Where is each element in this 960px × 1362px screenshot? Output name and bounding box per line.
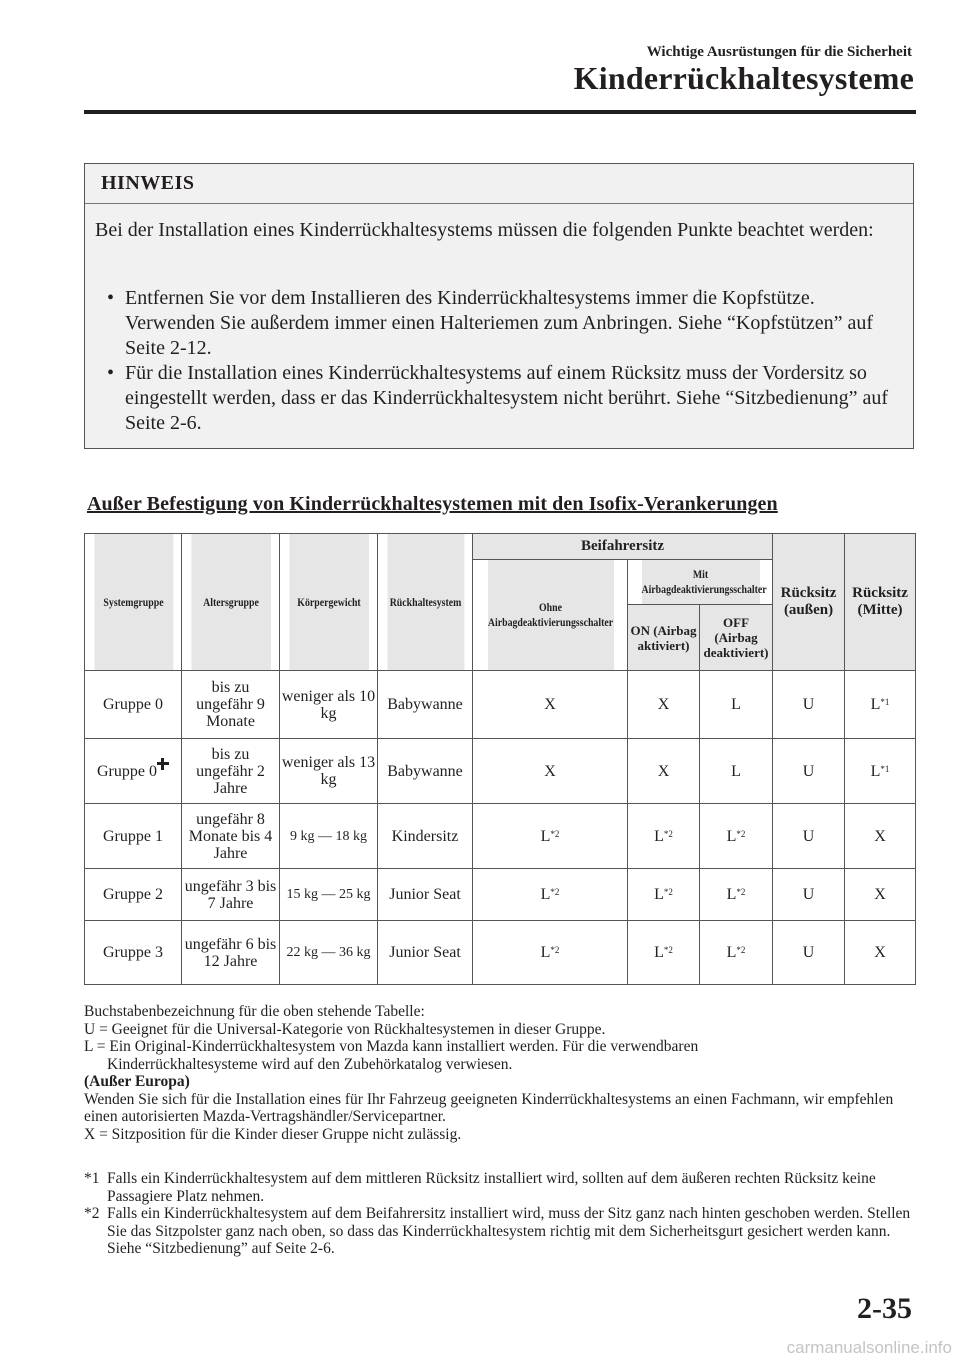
section-title: Außer Befestigung von Kinderrückhaltesystemen mit den Isofix-Verankerungen xyxy=(87,493,778,515)
cell-mitte: X xyxy=(845,869,916,921)
cell-weight: 22 kg — 36 kg xyxy=(280,921,378,985)
header-off: OFF (Airbag deaktiviert) xyxy=(700,605,773,671)
footnote-marker: *2 xyxy=(550,887,560,897)
note-box xyxy=(84,163,914,449)
cell-value: L xyxy=(654,886,664,903)
header-rueckhaltesystem: Rückhaltesystem xyxy=(386,534,464,671)
plus-icon xyxy=(157,758,169,770)
cell-value: L xyxy=(654,827,664,845)
note-list xyxy=(99,286,899,436)
cell-group: Gruppe 3 xyxy=(85,921,182,985)
footnote-key: *2 xyxy=(84,1205,100,1222)
header-ruecksitz-mitte: Rücksitz (Mitte) xyxy=(845,534,916,671)
cell-ohne: X xyxy=(473,739,628,804)
cell-ohne: X xyxy=(473,671,628,739)
cell-weight: 15 kg — 25 kg xyxy=(280,869,378,921)
bullet-icon: • xyxy=(107,362,115,384)
legend-line: U = Geeignet für die Universal-Kategorie von Rückhaltesystemen in dieser Gruppe. xyxy=(84,1020,606,1038)
cell-off: L xyxy=(700,671,773,739)
cell-ohne xyxy=(473,921,628,985)
note-intro: Bei der Installation eines Kinderrückhaltesystems müssen die folgenden Punkte beachtet werden: xyxy=(95,219,874,241)
cell-mitte xyxy=(845,671,916,739)
footnote-marker: *2 xyxy=(663,945,673,955)
header-section: Wichtige Ausrüstungen für die Sicherheit xyxy=(646,44,912,60)
cell-group xyxy=(85,739,182,804)
footnote-continuation: Siehe “Sitzbedienung” auf Seite 2-6. xyxy=(107,1240,335,1257)
cell-ohne xyxy=(473,804,628,869)
legend-line: (Außer Europa) xyxy=(84,1073,190,1090)
cell-value: L xyxy=(726,944,737,961)
cell-value: L xyxy=(654,944,664,961)
cell-on xyxy=(628,921,700,985)
page-title: Kinderrückhaltesysteme xyxy=(573,60,914,96)
cell-mitte: X xyxy=(845,921,916,985)
cell-age: bis zu ungefähr 2 Jahre xyxy=(182,739,280,804)
child-seat-table xyxy=(84,533,916,985)
footnote-marker: *2 xyxy=(550,828,560,839)
cell-group: Gruppe 1 xyxy=(85,804,182,869)
note-title: HINWEIS xyxy=(85,164,913,204)
cell-value: L xyxy=(726,886,737,903)
cell-system: Junior Seat xyxy=(378,921,473,985)
footnote-marker: *2 xyxy=(550,945,560,955)
cell-aussen: U xyxy=(773,869,845,921)
cell-value: L xyxy=(726,827,737,845)
footnote-marker: *2 xyxy=(736,945,746,955)
legend-line: X = Sitzposition für die Kinder dieser Gruppe nicht zulässig. xyxy=(84,1125,462,1143)
header-mit-schalter: Mit Airbagdeaktivierungsschalter xyxy=(641,560,760,605)
footnote-key: *1 xyxy=(84,1170,100,1187)
cell-value: L xyxy=(540,827,551,845)
cell-mitte: X xyxy=(845,804,916,869)
table-row xyxy=(85,869,916,921)
cell-aussen: U xyxy=(773,671,845,739)
note-bullet xyxy=(99,286,899,361)
note-bullet xyxy=(99,361,899,436)
header-ruecksitz-aussen: Rücksitz (außen) xyxy=(773,534,845,671)
cell-weight: weniger als 10 kg xyxy=(280,671,378,739)
header-systemgruppe: Systemgruppe xyxy=(93,534,173,671)
footnote-marker: *2 xyxy=(663,828,673,839)
cell-mitte xyxy=(845,739,916,804)
cell-group: Gruppe 0 xyxy=(85,671,182,739)
cell-system: Babywanne xyxy=(378,671,473,739)
footnote-marker: *1 xyxy=(880,763,890,774)
cell-age: ungefähr 3 bis 7 Jahre xyxy=(182,869,280,921)
header-ohne-schalter: Ohne Airbagdeaktivierungsschalter xyxy=(486,560,613,671)
footnote-marker: *2 xyxy=(663,887,673,897)
cell-off: L xyxy=(700,739,773,804)
note-bullet-text: Entfernen Sie vor dem Installieren des Kinderrückhaltesystems immer die Kopfstütze. Verwenden Sie außerdem immer einen Halteriemen zum Anbringen. Siehe “Kopfstützen” auf Seite 2-12. xyxy=(125,287,874,359)
cell-aussen: U xyxy=(773,739,845,804)
cell-aussen: U xyxy=(773,921,845,985)
footnote-marker: *1 xyxy=(880,697,890,707)
cell-system: Junior Seat xyxy=(378,869,473,921)
page-number: 2-35 xyxy=(857,1292,912,1325)
table-row xyxy=(85,804,916,869)
cell-on: X xyxy=(628,739,700,804)
table-row xyxy=(85,921,916,985)
cell-weight: weniger als 13 kg xyxy=(280,739,378,804)
footnote xyxy=(84,1205,924,1240)
legend-line: Kinderrückhaltesysteme wird auf den Zubehörkatalog verwiesen. xyxy=(107,1055,513,1073)
cell-age: ungefähr 8 Monate bis 4 Jahre xyxy=(182,804,280,869)
legend-line: Buchstabenbezeichnung für die oben stehende Tabelle: xyxy=(84,1003,425,1020)
bullet-icon: • xyxy=(107,287,115,309)
footnote-text: Falls ein Kinderrückhaltesystem auf dem Beifahrersitz installiert wird, muss der Sitz ganz nach hinten geschoben werden. Stellen Sie das Sitzpolster ganz nach oben, so dass das Kinderrückhaltesystem richtig mit dem Sicherheitsgurt gesichert werden kann. xyxy=(107,1205,911,1240)
footnote-marker: *2 xyxy=(736,887,746,897)
cell-on: X xyxy=(628,671,700,739)
legend-line: L = Ein Original-Kinderrückhaltesystem von Mazda kann installiert werden. Für die verwendbaren xyxy=(84,1038,699,1055)
table-legend xyxy=(84,1003,924,1143)
footnotes xyxy=(84,1170,924,1258)
cell-on xyxy=(628,804,700,869)
cell-off xyxy=(700,869,773,921)
watermark: carmanualsonline.info xyxy=(786,1338,952,1357)
legend-line: Wenden Sie sich für die Installation eines für Ihr Fahrzeug geeigneten Kinderrückhaltesystems an einen Fachmann, wir empfehlen einen autorisierten Mazda-Vertragshändler/Servicepartner. xyxy=(84,1090,894,1125)
cell-ohne xyxy=(473,869,628,921)
cell-off xyxy=(700,804,773,869)
cell-system: Kindersitz xyxy=(378,804,473,869)
table-row xyxy=(85,739,916,804)
cell-value: L xyxy=(540,886,551,903)
cell-group: Gruppe 2 xyxy=(85,869,182,921)
cell-age: bis zu ungefähr 9 Monate xyxy=(182,671,280,739)
table-row xyxy=(85,671,916,739)
cell-group-text: Gruppe 0 xyxy=(97,762,157,780)
cell-mitte-value: L xyxy=(870,696,881,713)
header-on: ON (Airbag aktiviert) xyxy=(628,605,700,671)
footnote-text: Falls ein Kinderrückhaltesystem auf dem mittleren Rücksitz installiert wird, sollten auf dem äußeren rechten Rücksitz keine Passagiere Platz nehmen. xyxy=(107,1170,876,1205)
cell-mitte-value: L xyxy=(870,762,881,780)
footnote xyxy=(84,1170,924,1205)
header-beifahrersitz: Beifahrersitz xyxy=(473,534,773,560)
cell-on xyxy=(628,869,700,921)
footnote-marker: *2 xyxy=(736,828,746,839)
header-koerpergewicht: Körpergewicht xyxy=(288,534,368,671)
note-bullet-text: Für die Installation eines Kinderrückhaltesystems auf einem Rücksitz muss der Vordersitz so eingestellt werden, dass er das Kinderrückhaltesystem nicht berührt. Siehe “Sitzbedienung” auf Seite 2-6. xyxy=(125,362,889,434)
cell-aussen: U xyxy=(773,804,845,869)
cell-value: L xyxy=(540,944,551,961)
cell-weight: 9 kg — 18 kg xyxy=(280,804,378,869)
cell-system: Babywanne xyxy=(378,739,473,804)
header-rule xyxy=(84,110,916,114)
header-altersgruppe: Altersgruppe xyxy=(190,534,270,671)
cell-off xyxy=(700,921,773,985)
cell-age: ungefähr 6 bis 12 Jahre xyxy=(182,921,280,985)
